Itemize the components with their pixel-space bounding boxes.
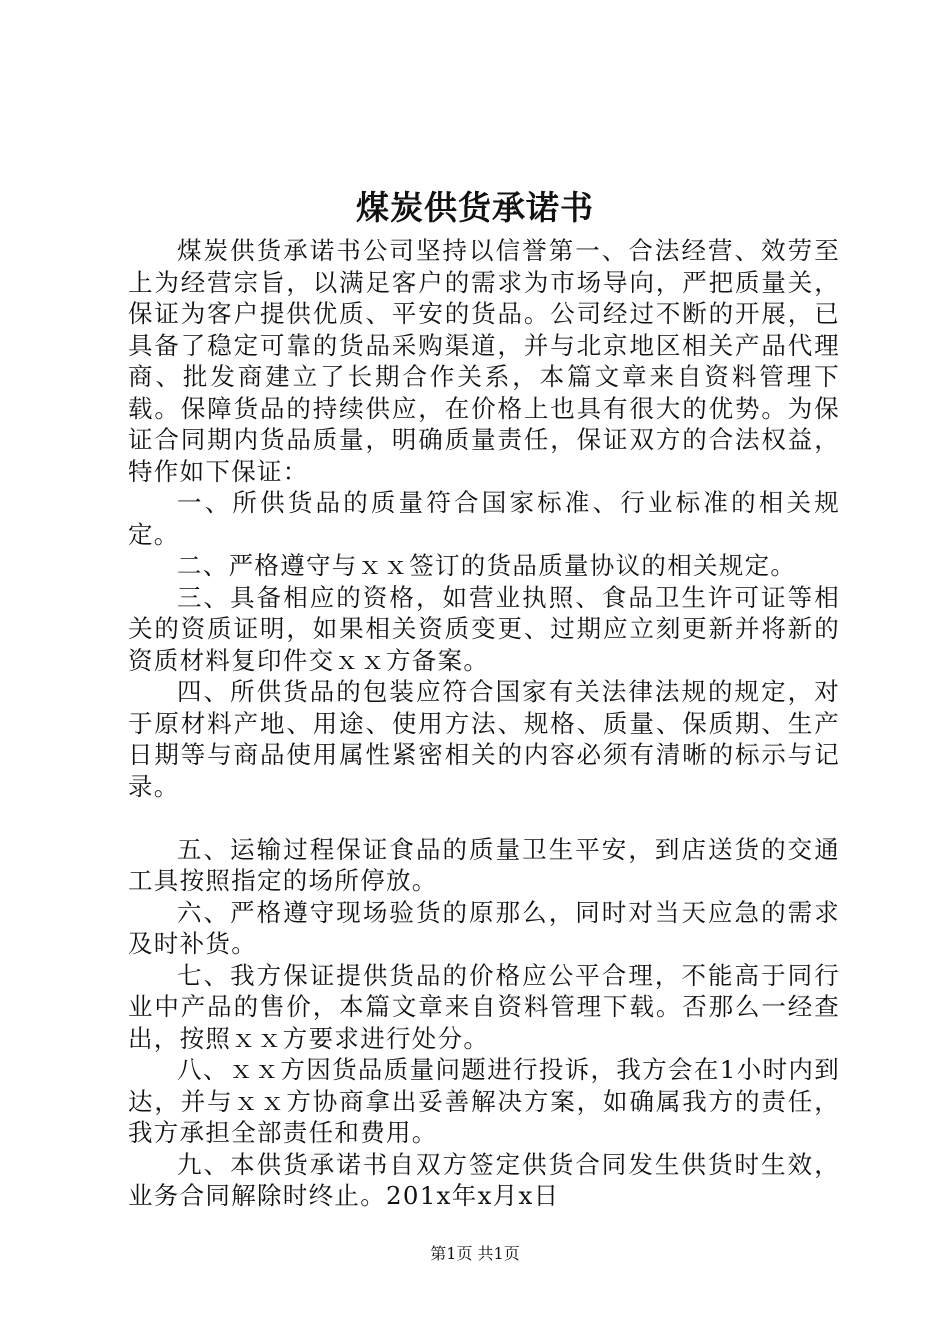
clause-7: 七、我方保证提供货品的价格应公平合理，不能高于同行业中产品的售价，本篇文章来自资料管理下载。否那么一经查出，按照ｘｘ方要求进行处分。 [128,960,840,1053]
clause-3: 三、具备相应的资格，如营业执照、食品卫生许可证等相关的资质证明，如果相关资质变更、过期应立刻更新并将新的资质材料复印件交ｘｘ方备案。 [128,582,840,675]
document-body [128,235,840,1212]
clause-8: 八、ｘｘ方因货品质量问题进行投诉，我方会在1小时内到达，并与ｘｘ方协商拿出妥善解决方案，如确属我方的责任，我方承担全部责任和费用。 [128,1055,840,1147]
clause-4: 四、所供货品的包装应符合国家有关法律法规的规定，对于原材料产地、用途、使用方法、规格、质量、保质期、生产日期等与商品使用属性紧密相关的内容必须有清晰的标示与记录。 [128,677,840,801]
clause-6: 六、严格遵守现场验货的原那么，同时对当天应急的需求及时补货。 [128,897,840,958]
clause-9: 九、本供货承诺书自双方签定供货合同发生供货时生效，业务合同解除时终止。201x年x月x日 [128,1149,840,1210]
paragraph-spacer [128,802,840,834]
intro-paragraph: 煤炭供货承诺书公司坚持以信誉第一、合法经营、效劳至上为经营宗旨，以满足客户的需求为市场导向，严把质量关，保证为客户提供优质、平安的货品。公司经过不断的开展，已具备了稳定可靠的货品采购渠道，并与北京地区相关产品代理商、批发商建立了长期合作关系，本篇文章来自资料管理下载。保障货品的持续供应，在价格上也具有很大的优势。为保证合同期内货品质量，明确质量责任，保证双方的合法权益，特作如下保证： [128,236,840,486]
clause-2: 二、严格遵守与ｘｘ签订的货品质量协议的相关规定。 [177,551,797,580]
document-title: 煤炭供货承诺书 [356,188,594,227]
clause-5: 五、运输过程保证食品的质量卫生平安，到店送货的交通工具按照指定的场所停放。 [128,834,840,895]
page-number-footer: 第1页 共1页 [430,1244,520,1263]
clause-1: 一、所供货品的质量符合国家标准、行业标准的相关规定。 [128,488,840,549]
